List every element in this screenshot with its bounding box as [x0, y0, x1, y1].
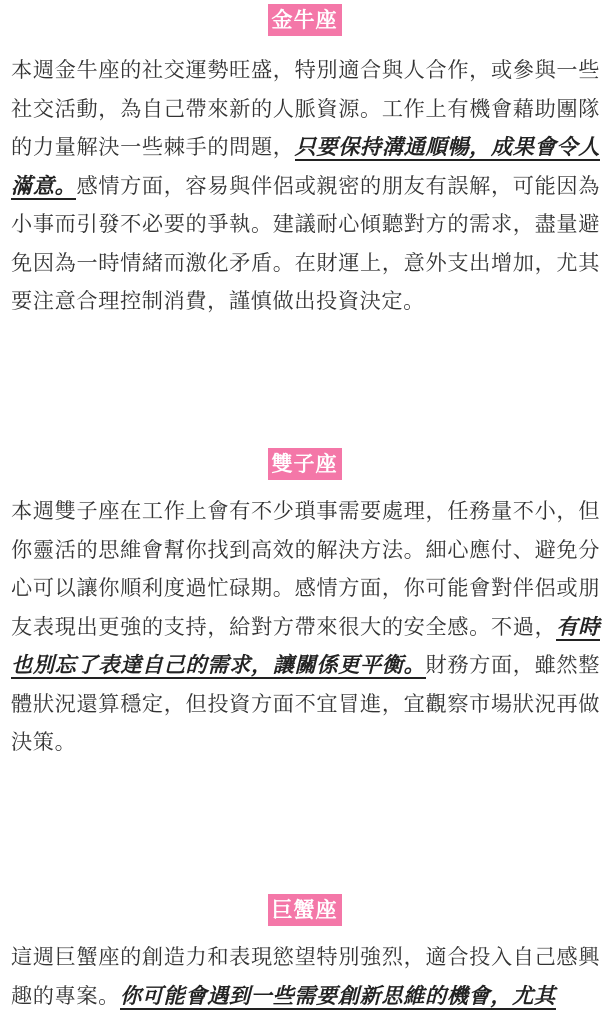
section-cancer: [0, 894, 609, 1015]
paragraph-text: 本週金牛座的社交運勢旺盛，特別適合與人合作，或參與一些社交活動，為自己帶來新的人脈資源。工作上有機會藉助團隊的力量解決一些棘手的問題，: [11, 57, 600, 159]
paragraph-text: 感情方面，容易與伴侶或親密的朋友有誤解，可能因為小事而引發不必要的爭執。建議耐心傾聽對方的需求，盡量避免因為一時情緒而激化矛盾。在財運上，意外支出增加，尤其要注意合理控制消費，謹慎做出投資決定。: [11, 172, 600, 313]
section-taurus: [0, 4, 609, 321]
paragraph-text: 這週巨蟹座的創造力和表現慾望特別強烈，適合投入自己感興趣的專案。: [11, 944, 600, 1008]
highlight-text: 只要保持溝通順暢，成果會令人滿意。: [11, 134, 600, 198]
sign-title-badge: 雙子座: [268, 448, 342, 480]
section-header: [0, 448, 609, 488]
highlight-text: 你可能會遇到一些需要創新思維的機會，尤其: [119, 982, 556, 1008]
horoscope-paragraph: [0, 492, 609, 762]
highlight-text: 有時也別忘了表達自己的需求，讓關係更平衡。: [11, 613, 600, 677]
sign-title-badge: 巨蟹座: [268, 894, 342, 926]
horoscope-paragraph: [0, 51, 609, 321]
section-gemini: [0, 448, 609, 762]
section-header: [0, 894, 609, 934]
paragraph-text: 財務方面，雖然整體狀況還算穩定，但投資方面不宜冒進，宜觀察市場狀況再做決策。: [11, 652, 600, 754]
section-header: [0, 4, 609, 44]
paragraph-text: 本週雙子座在工作上會有不少瑣事需要處理，任務量不小，但你靈活的思維會幫你找到高效的解決方法。細心應付、避免分心可以讓你順利度過忙碌期。感情方面，你可能會對伴侶或朋友表現出更強的支持，給對方帶來很大的安全感。不過，: [11, 498, 600, 639]
horoscope-paragraph: [0, 938, 609, 1015]
sign-title-badge: 金牛座: [268, 4, 342, 36]
